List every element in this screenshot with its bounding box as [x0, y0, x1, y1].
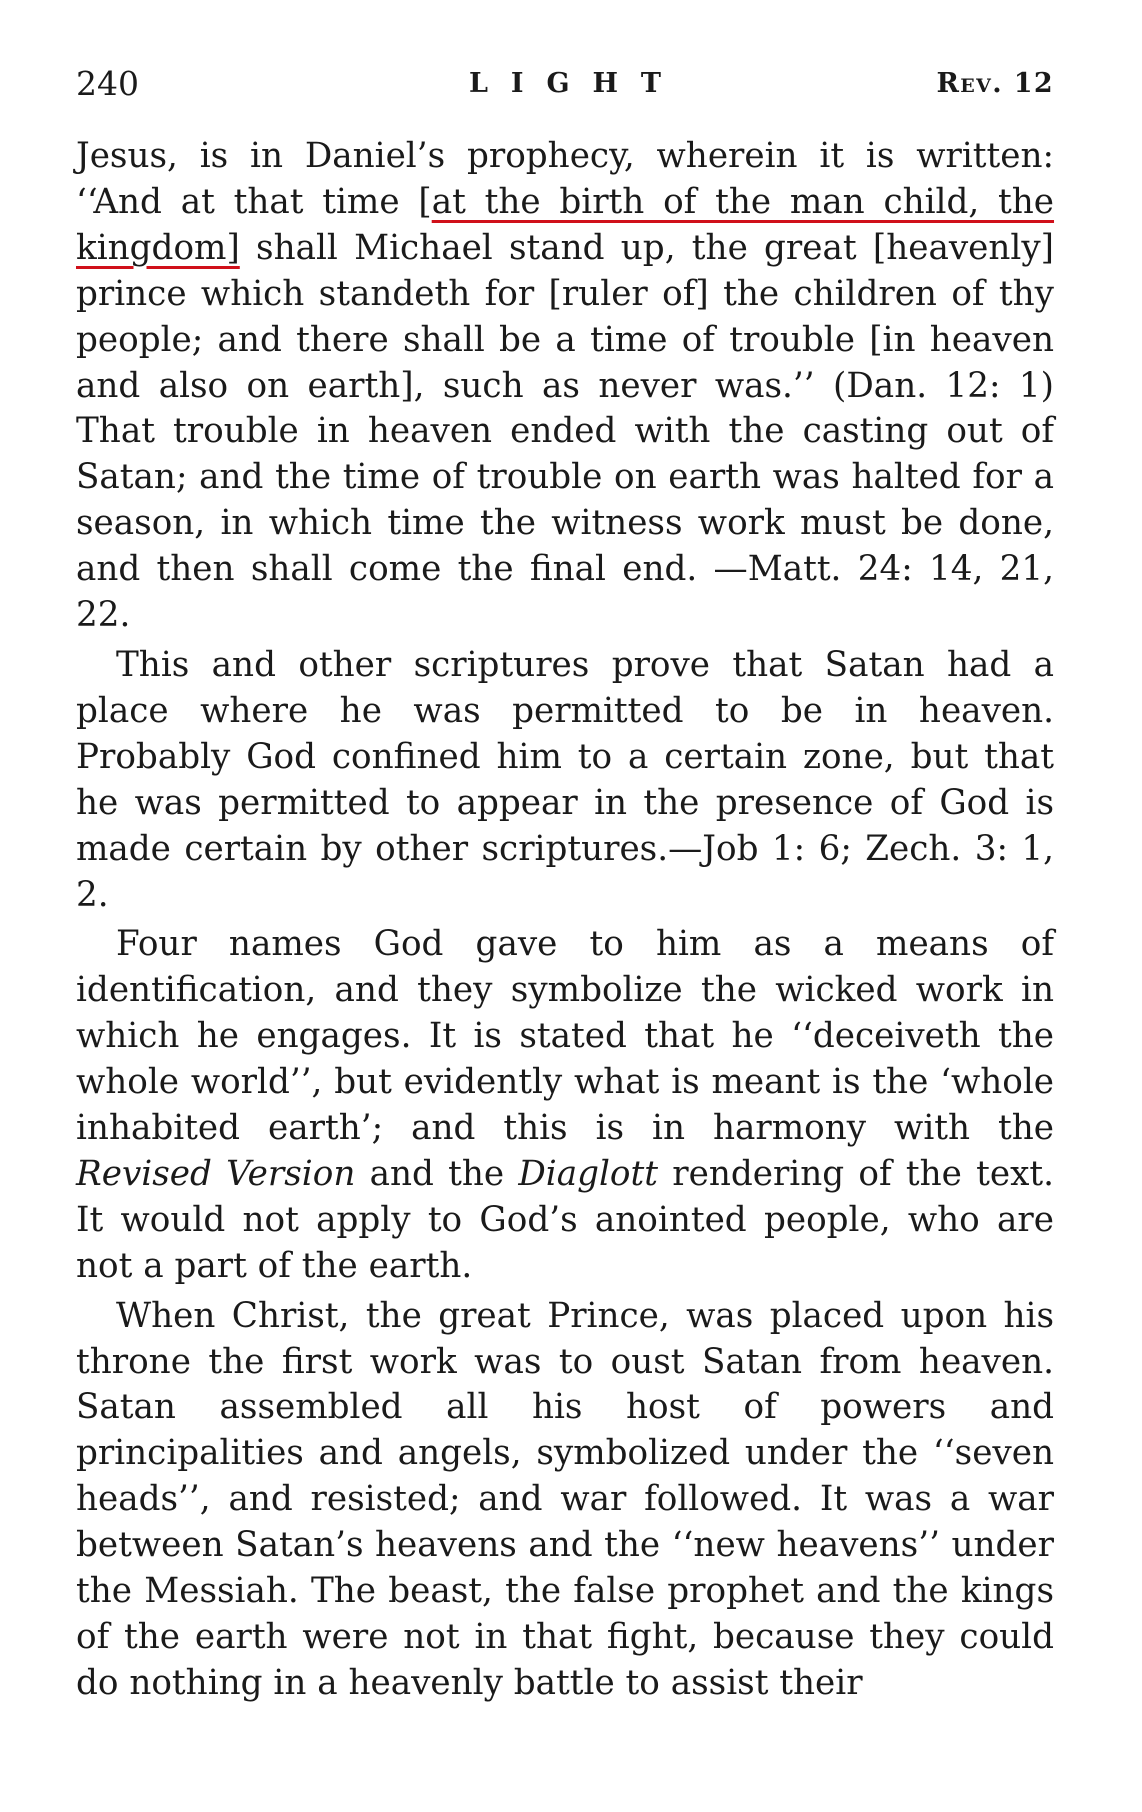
chapter-ref-initial: R — [936, 68, 961, 99]
paragraph-3-text-b: and the — [355, 1153, 519, 1194]
chapter-ref-rest: ev. 12 — [960, 68, 1054, 99]
paragraph-1 — [76, 134, 1054, 639]
italic-diaglott: Diaglott — [518, 1153, 658, 1194]
running-title: LIGHT — [468, 68, 684, 99]
book-page — [76, 60, 1054, 1711]
paragraph-3-text-c: rendering of the text. It would not apply to God’s anointed people, who are not a part of the earth. — [76, 1153, 1054, 1286]
chapter-reference — [937, 68, 1055, 99]
italic-revised-version: Revised Version — [76, 1153, 356, 1194]
paragraph-3 — [76, 922, 1054, 1289]
underlined-passage: at the birth of the man child, the kingdom] — [76, 181, 1055, 268]
page-number: 240 — [76, 64, 139, 103]
paragraph-1-text-b: shall Michael stand up, the great [heavenly] prince which standeth for [ruler of] the children of thy people; and there shall be a time of trouble [in heaven and also on earth], such as never was.’’ (Dan. 12: 1) That trouble in heaven ended with the casting out of Satan; and the time of trouble on earth was halted for a season, in which time the witness work must be done, and then shall come the final end. —Matt. 24: 14, 21, 22. — [76, 227, 1054, 636]
body-text — [76, 134, 1054, 1707]
paragraph-4: When Christ, the great Prince, was placed upon his throne the first work was to oust Satan from heaven. Satan assembled all his host of powers and principalities and angels, symbolized under the ‘‘seven heads’’, and resisted; and war followed. It was a war between Satan’s heavens and the ‘‘new heavens’’ under the Messiah. The beast, the false prophet and the kings of the earth were not in that fight, because they could do nothing in a heavenly battle to assist their — [76, 1295, 1054, 1703]
paragraph-3-text-a: Four names God gave to him as a means of identification, and they symbolize the wicked work in which he engages. It is stated that he ‘‘deceiveth the whole world’’, but evidently what is meant is the ‘whole inhabited earth’; and this is in harmony with the — [76, 924, 1054, 1149]
paragraph-1-text-a: Jesus, is in Daniel’s prophecy, wherein it is written: ‘‘And at that time [ — [76, 136, 1054, 222]
paragraph-2: This and other scriptures prove that Satan had a place where he was permitted to be in heaven. Probably God confined him to a certain zone, but that he was permitted to appear in the presence of God is made certain by other scriptures.—Job 1: 6; Zech. 3: 1, 2. — [76, 644, 1054, 915]
page-header — [76, 60, 1054, 116]
